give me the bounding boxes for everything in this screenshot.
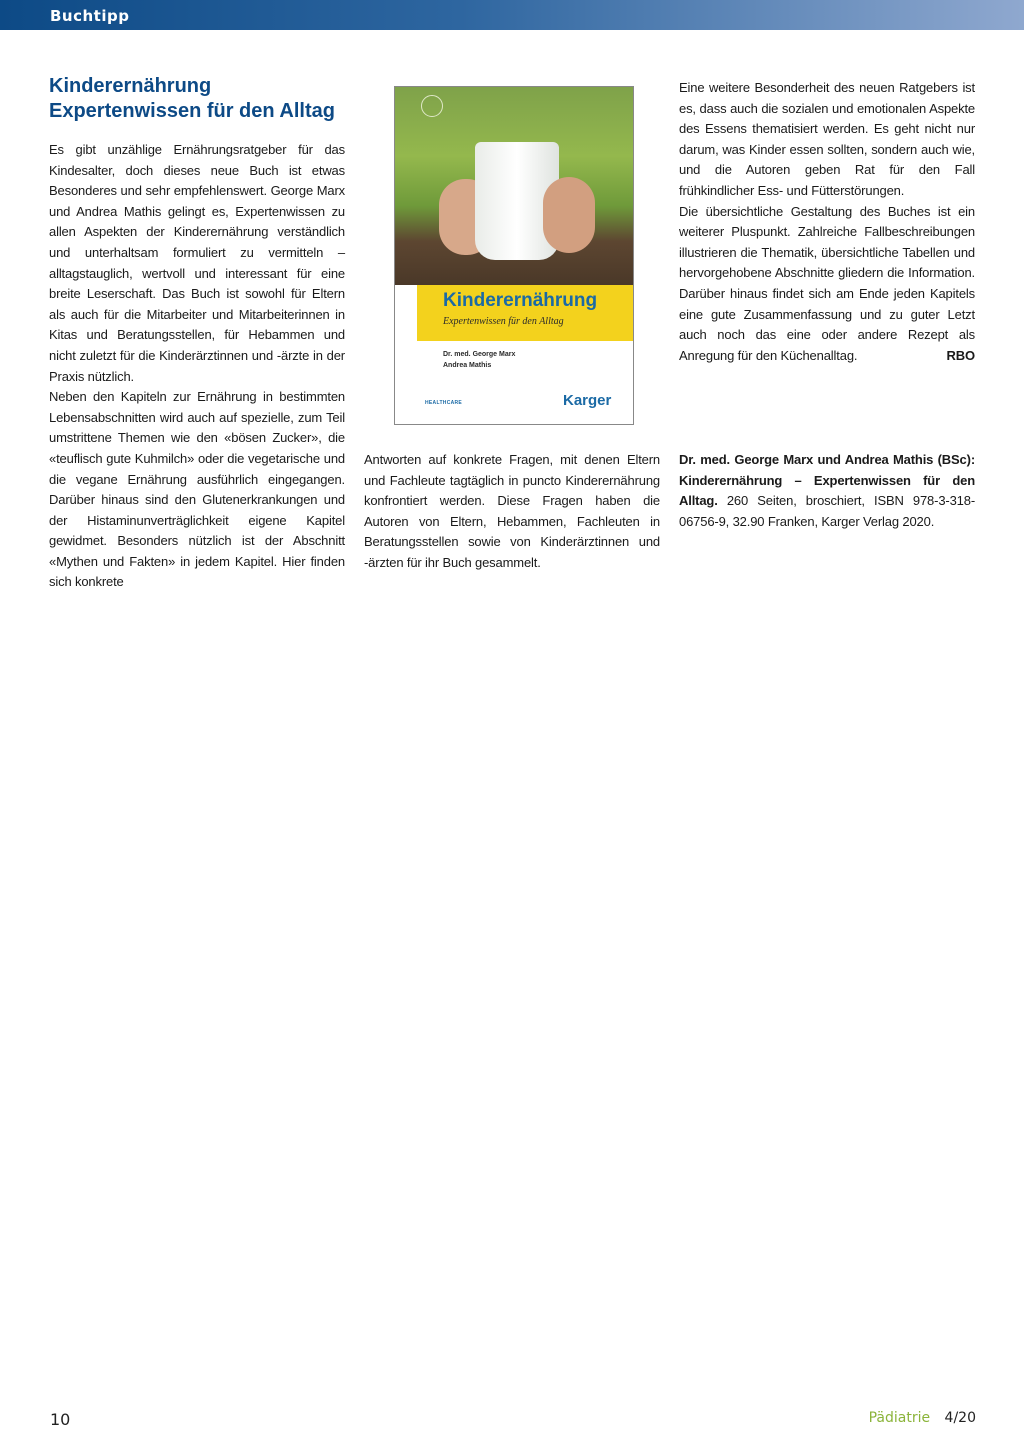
paragraph: Antworten auf konkrete Fragen, mit denen Eltern und Fachleute tagtäglich in puncto Kinderernährung konfrontiert werden. Diese Fragen haben die Autoren von Eltern, Hebammen, Fachleuten in Beratungsstellen sowie von Kinderärztinnen und -ärzten für ihr Buch gesammelt. (364, 452, 660, 570)
section-header-bar (0, 0, 1024, 30)
cover-author-1: Dr. med. George Marx (443, 351, 516, 358)
page-number: 10 (50, 1410, 71, 1429)
bibliographic-details: 260 Seiten, broschiert, ISBN 978-3-318-06756-9, 32.90 Franken, Karger Verlag 2020. (679, 493, 975, 529)
article-column-3 (679, 78, 975, 366)
bibliographic-title: Dr. med. George Marx und Andrea Mathis (BSc): Kinderernährung – Expertenwissen für den Alltag. (679, 452, 975, 509)
cover-subtitle: Expertenwissen für den Alltag (443, 316, 564, 327)
article-title-line2: Expertenwissen für den Alltag (49, 100, 335, 122)
cover-series-label: HEALTHCARE (425, 400, 463, 406)
cover-seal-icon (421, 95, 443, 117)
article-title (49, 74, 349, 124)
footer-journal-info (869, 1410, 976, 1426)
article-column-1 (49, 140, 345, 593)
section-label: Buchtipp (50, 7, 130, 25)
cover-publisher-logo: Karger (563, 392, 612, 409)
paragraph: Die übersichtliche Gestaltung des Buches ist ein weiterer Pluspunkt. Zahlreiche Fallbeschreibungen illustrieren die Thematik, übersichtliche Tabellen und hervorgehobene Abschnitte gliedern die Information. Darüber hinaus findet sich am Ende jeden Kapitels eine gute Zusammenfassung und zu guter Letzt auch noch das eine oder andere Rezept als Anregung für den Küchenalltag. (679, 203, 975, 363)
paragraph: Eine weitere Besonderheit des neuen Ratgebers ist es, dass auch die sozialen und emotionalen Aspekte des Essens thematisiert werden. Es geht nicht nur darum, was Kinder essen sollten, sondern auch wie, und die Autoren geben Rat für den Fall frühkindlicher Ess- und Fütterstörungen. (679, 80, 975, 198)
cover-author-2: Andrea Mathis (443, 362, 492, 369)
issue-number: 4/20 (944, 1410, 976, 1426)
book-cover-image (394, 86, 634, 425)
bibliographic-paragraph (679, 450, 975, 532)
author-signature: RBO (946, 347, 975, 363)
cover-hand-right (543, 177, 595, 253)
paragraph-with-signature (679, 202, 975, 367)
journal-name: Pädiatrie (868, 1410, 931, 1426)
article-column-2 (364, 450, 660, 574)
cover-authors (443, 349, 515, 371)
cover-title: Kinderernährung (443, 290, 598, 311)
article-title-line1: Kinderernährung (49, 75, 212, 97)
paragraph: Neben den Kapiteln zur Ernährung in bestimmten Lebensabschnitten wird auch auf spezielle, zum Teil umstrittene Themen wie den «bösen Zucker», die «teuflisch gute Kuhmilch» oder die vegetarische und die vegane Ernährung ausführlich eingegangen. Darüber hinaus sind den Glutenerkrankungen und der Histaminunverträglichkeit eigene Kapitel gewidmet. Besonders nützlich ist der Abschnitt «Mythen und Fakten» in jedem Kapitel. Hier finden sich konkrete (49, 389, 345, 590)
bibliographic-info (679, 450, 975, 532)
paragraph: Es gibt unzählige Ernährungsratgeber für das Kindesalter, doch dieses neue Buch ist etwas Besonderes und sehr empfehlenswert. George Marx und Andrea Mathis gelingt es, Expertenwissen zu allen Aspekten der Kinderernährung verständlich und unterhaltsam formuliert zu vermitteln – alltagstauglich, wertvoll und interessant für eine breite Leserschaft. Das Buch ist sowohl für Eltern als auch für die Mitarbeiter und Mitarbeiterinnen in Kitas und Beratungsstellen, für Hebammen und nicht zuletzt für die Kinderärztinnen und -ärzte in der Praxis nützlich. (49, 142, 345, 384)
